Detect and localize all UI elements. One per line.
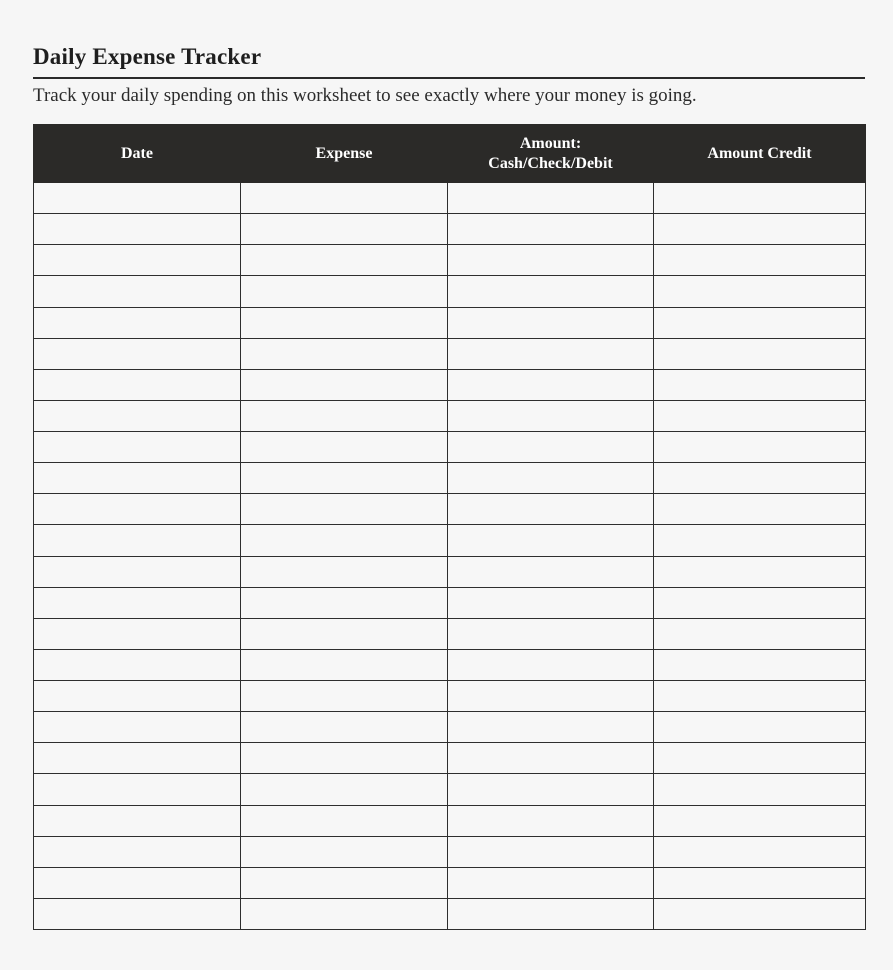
table-row	[34, 276, 866, 307]
date-cell[interactable]	[34, 338, 241, 369]
date-cell[interactable]	[34, 649, 241, 680]
table-row	[34, 214, 866, 245]
header-label: Amount Credit	[707, 144, 812, 162]
amount-cash-cell[interactable]	[448, 556, 654, 587]
date-cell[interactable]	[34, 369, 241, 400]
header-label-line-1: Amount:	[519, 134, 582, 152]
amount-credit-cell[interactable]	[654, 774, 866, 805]
expense-cell[interactable]	[241, 649, 448, 680]
amount-cash-cell[interactable]	[448, 307, 654, 338]
column-header-amount-credit	[654, 125, 866, 183]
column-header-amount-cash	[448, 125, 654, 183]
date-cell[interactable]	[34, 245, 241, 276]
date-cell[interactable]	[34, 898, 241, 929]
amount-cash-cell[interactable]	[448, 245, 654, 276]
table-header	[34, 125, 866, 183]
title-divider	[33, 77, 865, 79]
expense-cell[interactable]	[241, 898, 448, 929]
table-row	[34, 898, 866, 929]
amount-credit-cell[interactable]	[654, 307, 866, 338]
expense-cell[interactable]	[241, 712, 448, 743]
header-label: Expense	[315, 144, 373, 162]
table-row	[34, 432, 866, 463]
expense-cell[interactable]	[241, 183, 448, 214]
table-row	[34, 369, 866, 400]
expense-cell[interactable]	[241, 805, 448, 836]
expense-cell[interactable]	[241, 276, 448, 307]
date-cell[interactable]	[34, 805, 241, 836]
amount-credit-cell[interactable]	[654, 618, 866, 649]
table-row	[34, 587, 866, 618]
table-row	[34, 307, 866, 338]
amount-cash-cell[interactable]	[448, 214, 654, 245]
date-cell[interactable]	[34, 556, 241, 587]
expense-cell[interactable]	[241, 369, 448, 400]
expense-cell[interactable]	[241, 494, 448, 525]
amount-credit-cell[interactable]	[654, 494, 866, 525]
date-cell[interactable]	[34, 867, 241, 898]
header-label-line-2: Cash/Check/Debit	[488, 154, 613, 172]
amount-cash-cell[interactable]	[448, 898, 654, 929]
table-row	[34, 183, 866, 214]
expense-cell[interactable]	[241, 245, 448, 276]
table-row	[34, 649, 866, 680]
expense-cell[interactable]	[241, 587, 448, 618]
amount-credit-cell[interactable]	[654, 214, 866, 245]
amount-cash-cell[interactable]	[448, 867, 654, 898]
date-cell[interactable]	[34, 463, 241, 494]
date-cell[interactable]	[34, 712, 241, 743]
table-row	[34, 743, 866, 774]
date-cell[interactable]	[34, 214, 241, 245]
amount-credit-cell[interactable]	[654, 183, 866, 214]
amount-credit-cell[interactable]	[654, 556, 866, 587]
amount-cash-cell[interactable]	[448, 369, 654, 400]
date-cell[interactable]	[34, 618, 241, 649]
expense-cell[interactable]	[241, 214, 448, 245]
amount-cash-cell[interactable]	[448, 432, 654, 463]
amount-credit-cell[interactable]	[654, 525, 866, 556]
amount-credit-cell[interactable]	[654, 338, 866, 369]
amount-credit-cell[interactable]	[654, 805, 866, 836]
expense-cell[interactable]	[241, 463, 448, 494]
table-row	[34, 338, 866, 369]
page-subtitle: Track your daily spending on this worksheet to see exactly where your money is going.	[33, 85, 697, 106]
expense-cell[interactable]	[241, 400, 448, 431]
table-row	[34, 463, 866, 494]
table-row	[34, 681, 866, 712]
amount-cash-cell[interactable]	[448, 836, 654, 867]
amount-cash-cell[interactable]	[448, 494, 654, 525]
date-cell[interactable]	[34, 525, 241, 556]
expense-cell[interactable]	[241, 743, 448, 774]
amount-credit-cell[interactable]	[654, 712, 866, 743]
table-body	[34, 183, 866, 930]
amount-credit-cell[interactable]	[654, 898, 866, 929]
date-cell[interactable]	[34, 276, 241, 307]
expense-cell[interactable]	[241, 618, 448, 649]
amount-credit-cell[interactable]	[654, 681, 866, 712]
table-row	[34, 836, 866, 867]
table-row	[34, 867, 866, 898]
amount-credit-cell[interactable]	[654, 276, 866, 307]
column-header-expense	[241, 125, 448, 183]
amount-credit-cell[interactable]	[654, 836, 866, 867]
amount-cash-cell[interactable]	[448, 743, 654, 774]
amount-cash-cell[interactable]	[448, 276, 654, 307]
amount-cash-cell[interactable]	[448, 805, 654, 836]
amount-cash-cell[interactable]	[448, 525, 654, 556]
header-row	[34, 125, 866, 183]
header-label: Date	[121, 144, 153, 162]
amount-cash-cell[interactable]	[448, 649, 654, 680]
amount-cash-cell[interactable]	[448, 712, 654, 743]
amount-cash-cell[interactable]	[448, 587, 654, 618]
amount-cash-cell[interactable]	[448, 618, 654, 649]
table-row	[34, 774, 866, 805]
expense-cell[interactable]	[241, 681, 448, 712]
amount-credit-cell[interactable]	[654, 400, 866, 431]
amount-credit-cell[interactable]	[654, 743, 866, 774]
expense-cell[interactable]	[241, 525, 448, 556]
table-row	[34, 556, 866, 587]
date-cell[interactable]	[34, 494, 241, 525]
amount-credit-cell[interactable]	[654, 649, 866, 680]
expense-cell[interactable]	[241, 836, 448, 867]
amount-credit-cell[interactable]	[654, 369, 866, 400]
amount-credit-cell[interactable]	[654, 463, 866, 494]
date-cell[interactable]	[34, 307, 241, 338]
column-header-date	[34, 125, 241, 183]
amount-credit-cell[interactable]	[654, 245, 866, 276]
expense-cell[interactable]	[241, 774, 448, 805]
table-row	[34, 712, 866, 743]
date-cell[interactable]	[34, 432, 241, 463]
expense-cell[interactable]	[241, 556, 448, 587]
table-row	[34, 525, 866, 556]
amount-cash-cell[interactable]	[448, 183, 654, 214]
amount-cash-cell[interactable]	[448, 681, 654, 712]
amount-credit-cell[interactable]	[654, 587, 866, 618]
expense-cell[interactable]	[241, 867, 448, 898]
table-row	[34, 618, 866, 649]
date-cell[interactable]	[34, 400, 241, 431]
date-cell[interactable]	[34, 743, 241, 774]
date-cell[interactable]	[34, 587, 241, 618]
expense-cell[interactable]	[241, 307, 448, 338]
amount-cash-cell[interactable]	[448, 400, 654, 431]
amount-cash-cell[interactable]	[448, 463, 654, 494]
date-cell[interactable]	[34, 681, 241, 712]
expense-cell[interactable]	[241, 338, 448, 369]
table-row	[34, 245, 866, 276]
date-cell[interactable]	[34, 183, 241, 214]
table-row	[34, 494, 866, 525]
amount-credit-cell[interactable]	[654, 867, 866, 898]
expense-cell[interactable]	[241, 432, 448, 463]
amount-cash-cell[interactable]	[448, 338, 654, 369]
date-cell[interactable]	[34, 836, 241, 867]
amount-cash-cell[interactable]	[448, 774, 654, 805]
page-title: Daily Expense Tracker	[33, 44, 262, 69]
table-row	[34, 400, 866, 431]
amount-credit-cell[interactable]	[654, 432, 866, 463]
expense-table	[33, 124, 866, 930]
date-cell[interactable]	[34, 774, 241, 805]
table-row	[34, 805, 866, 836]
